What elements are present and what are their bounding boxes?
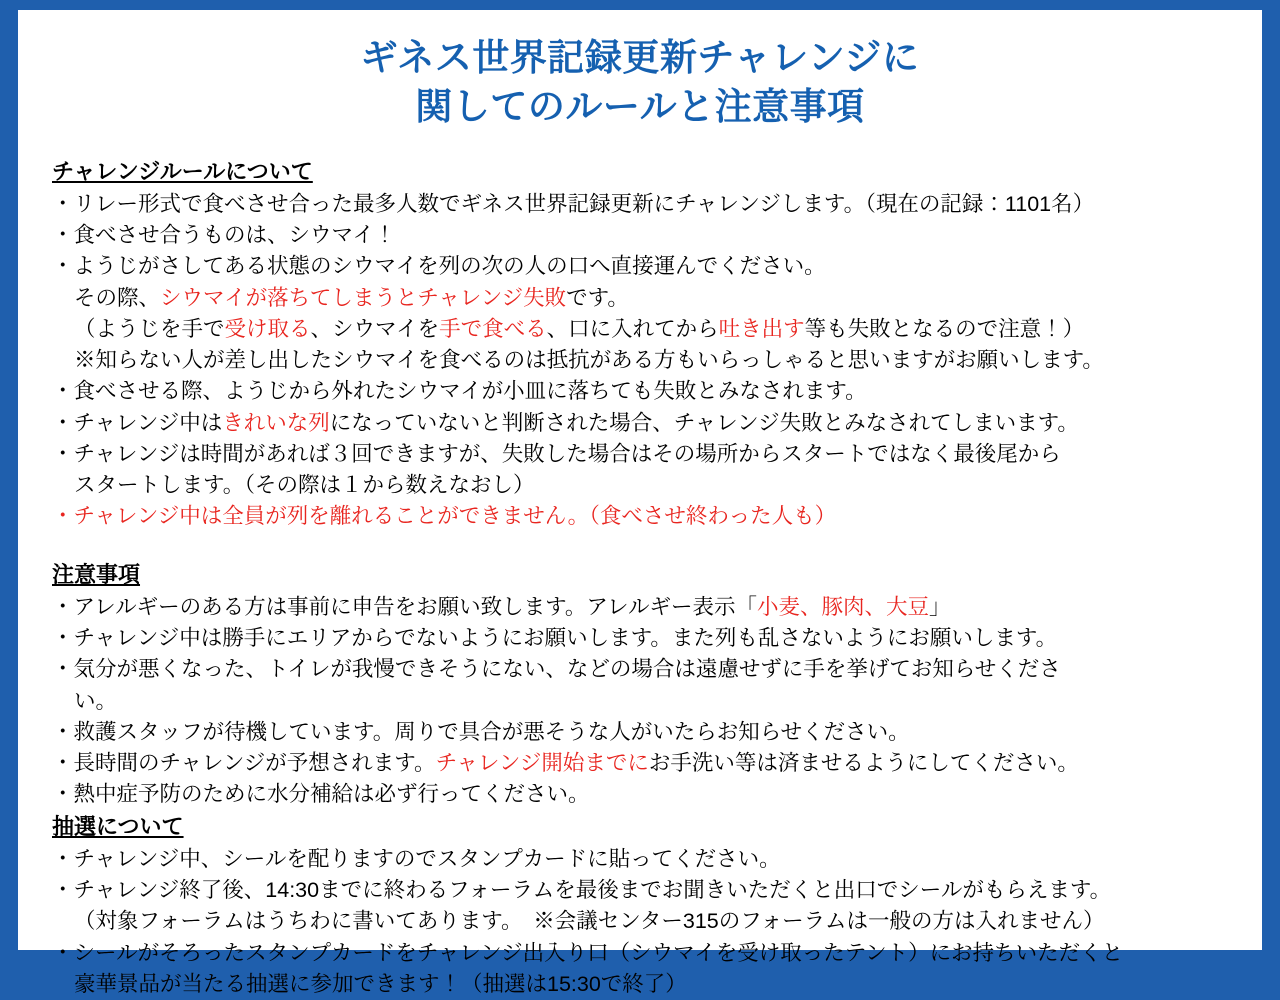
bullet-item: [52, 220, 1232, 251]
body-text: 、シウマイを: [310, 316, 440, 341]
body-text: ・ようじがさしてある状態のシウマイを列の次の人の口へ直接運んでください。: [52, 254, 826, 279]
body-text: い。: [74, 688, 118, 713]
body-text: ※知らない人が差し出したシウマイを食べるのは抵抗がある方もいらっしゃると思いますがお願いします。: [74, 348, 1104, 373]
bullet-line: [52, 847, 781, 871]
bullet-item: [52, 748, 1232, 779]
bullet-line: [52, 223, 396, 247]
highlight-text: 手で食べる: [439, 316, 547, 341]
bullet-item: [52, 717, 1232, 748]
body-text: ・チャレンジ中は勝手にエリアからでないようにお願いします。また列も乱さないようにお願いします。: [52, 626, 1058, 651]
bullet-line: [52, 595, 951, 619]
bullet-line: [52, 720, 910, 744]
bullet-line: [52, 751, 1079, 775]
bullet-subline: [52, 470, 1232, 501]
bullet-item: [52, 654, 1232, 717]
bullet-line: [52, 504, 836, 528]
bullet-item: [52, 189, 1232, 220]
bullet-line: [52, 442, 1061, 466]
body-text: ・アレルギーのある方は事前に申告をお願い致します。アレルギー表示「: [52, 594, 757, 619]
bullet-subline: [52, 969, 1232, 1000]
body-text: ・チャレンジ中、シールを配りますのでスタンプカードに貼ってください。: [52, 846, 781, 871]
body-text: 豪華景品が当たる抽選に参加できます！（抽選は15:30で終了）: [74, 971, 687, 996]
body-text: になっていないと判断された場合、チャレンジ失敗とみなされてしまいます。: [329, 410, 1079, 435]
page-title-line-2: 関してのルールと注意事項: [415, 85, 865, 127]
body-text: ・気分が悪くなった、トイレが我慢できそうにない、などの場合は遠慮せずに手を挙げてお知らせくださ: [52, 657, 1061, 682]
bullet-item: [52, 251, 1232, 376]
bullet-subline: [52, 686, 1232, 717]
bullet-item: [52, 501, 1232, 532]
bullet-item: [52, 592, 1232, 623]
bullet-line: [52, 254, 826, 278]
highlight-text: シウマイが落ちてしまうとチャレンジ失敗: [160, 285, 567, 310]
body-text: 等も失敗となるので注意！）: [804, 316, 1085, 341]
body-text: ・食べさせる際、ようじから外れたシウマイが小皿に落ちても失敗とみなされます。: [52, 379, 867, 404]
body-text: ・長時間のチャレンジが予想されます。: [52, 751, 436, 776]
bullet-item: [52, 376, 1232, 407]
body-text: ・チャレンジは時間があれば３回できますが、失敗した場合はその場所からスタートではなく最後尾から: [52, 441, 1061, 466]
bullet-line: [52, 411, 1079, 435]
bullet-item: [52, 408, 1232, 439]
section-heading: 抽選について: [52, 813, 184, 839]
section-heading: チャレンジルールについて: [52, 158, 313, 184]
body-text: です。: [566, 285, 629, 310]
bullet-line: [52, 782, 590, 806]
body-text: ・チャレンジ終了後、14:30までに終わるフォーラムを最後までお聞きいただくと出口でシールがもらえます。: [52, 878, 1112, 902]
bullet-line: [52, 192, 1094, 216]
body-text: その際、: [74, 285, 161, 310]
slide-body: [18, 156, 1262, 1000]
body-text: ・救護スタッフが待機しています。周りで具合が悪そうな人がいたらお知らせください。: [52, 719, 910, 744]
highlight-text: 小麦、豚肉、大豆: [757, 594, 930, 619]
body-text: ・熱中症予防のために水分補給は必ず行ってください。: [52, 782, 590, 807]
highlight-text: きれいな列: [222, 410, 330, 435]
bullet-subline: [52, 283, 1232, 314]
page-title: [18, 34, 1262, 132]
highlight-text: 吐き出す: [718, 316, 805, 341]
bullet-item: [52, 844, 1232, 875]
bullet-item: [52, 875, 1232, 938]
bullet-item: [52, 938, 1232, 1000]
bullet-line: [52, 941, 1123, 965]
bullet-item: [52, 439, 1232, 502]
bullet-subline: [52, 906, 1232, 937]
bullet-line: [52, 878, 1111, 902]
page-title-line-1: ギネス世界記録更新チャレンジに: [360, 37, 920, 78]
body-text: 、口に入れてから: [546, 316, 719, 341]
body-text: （ようじを手で: [74, 316, 225, 341]
bullet-subline: [52, 314, 1232, 345]
body-text: ・シールがそろったスタンプカードをチャレンジ出入り口（シウマイを受け取ったテント）にお持ちいただくと: [52, 940, 1124, 965]
body-text: ・チャレンジ中は: [52, 410, 223, 435]
slide-canvas: [18, 10, 1262, 996]
body-text: 」: [929, 594, 951, 619]
bullet-subline: [52, 345, 1232, 376]
highlight-text: 受け取る: [224, 316, 311, 341]
body-text: （対象フォーラムはうちわに書いてあります。 ※会議センター315のフォーラムは一般の方は入れません）: [74, 909, 1105, 934]
body-text: スタートします。（その際は１から数えなおし）: [74, 473, 535, 498]
highlight-text: ・チャレンジ中は全員が列を離れることができません。（食べさせ終わった人も）: [52, 504, 837, 529]
bullet-line: [52, 657, 1061, 681]
body-text: ・食べさせ合うものは、シウマイ！: [52, 222, 396, 247]
bullet-line: [52, 379, 867, 403]
section-heading: 注意事項: [52, 561, 141, 587]
body-text: お手洗い等は済ませるようにしてください。: [648, 751, 1079, 776]
body-text: ・リレー形式で食べさせ合った最多人数でギネス世界記録更新にチャレンジします。（現在の記録：1101名）: [52, 191, 1095, 216]
bullet-item: [52, 623, 1232, 654]
bullet-line: [52, 626, 1057, 650]
bullet-item: [52, 779, 1232, 810]
highlight-text: チャレンジ開始までに: [435, 751, 649, 776]
